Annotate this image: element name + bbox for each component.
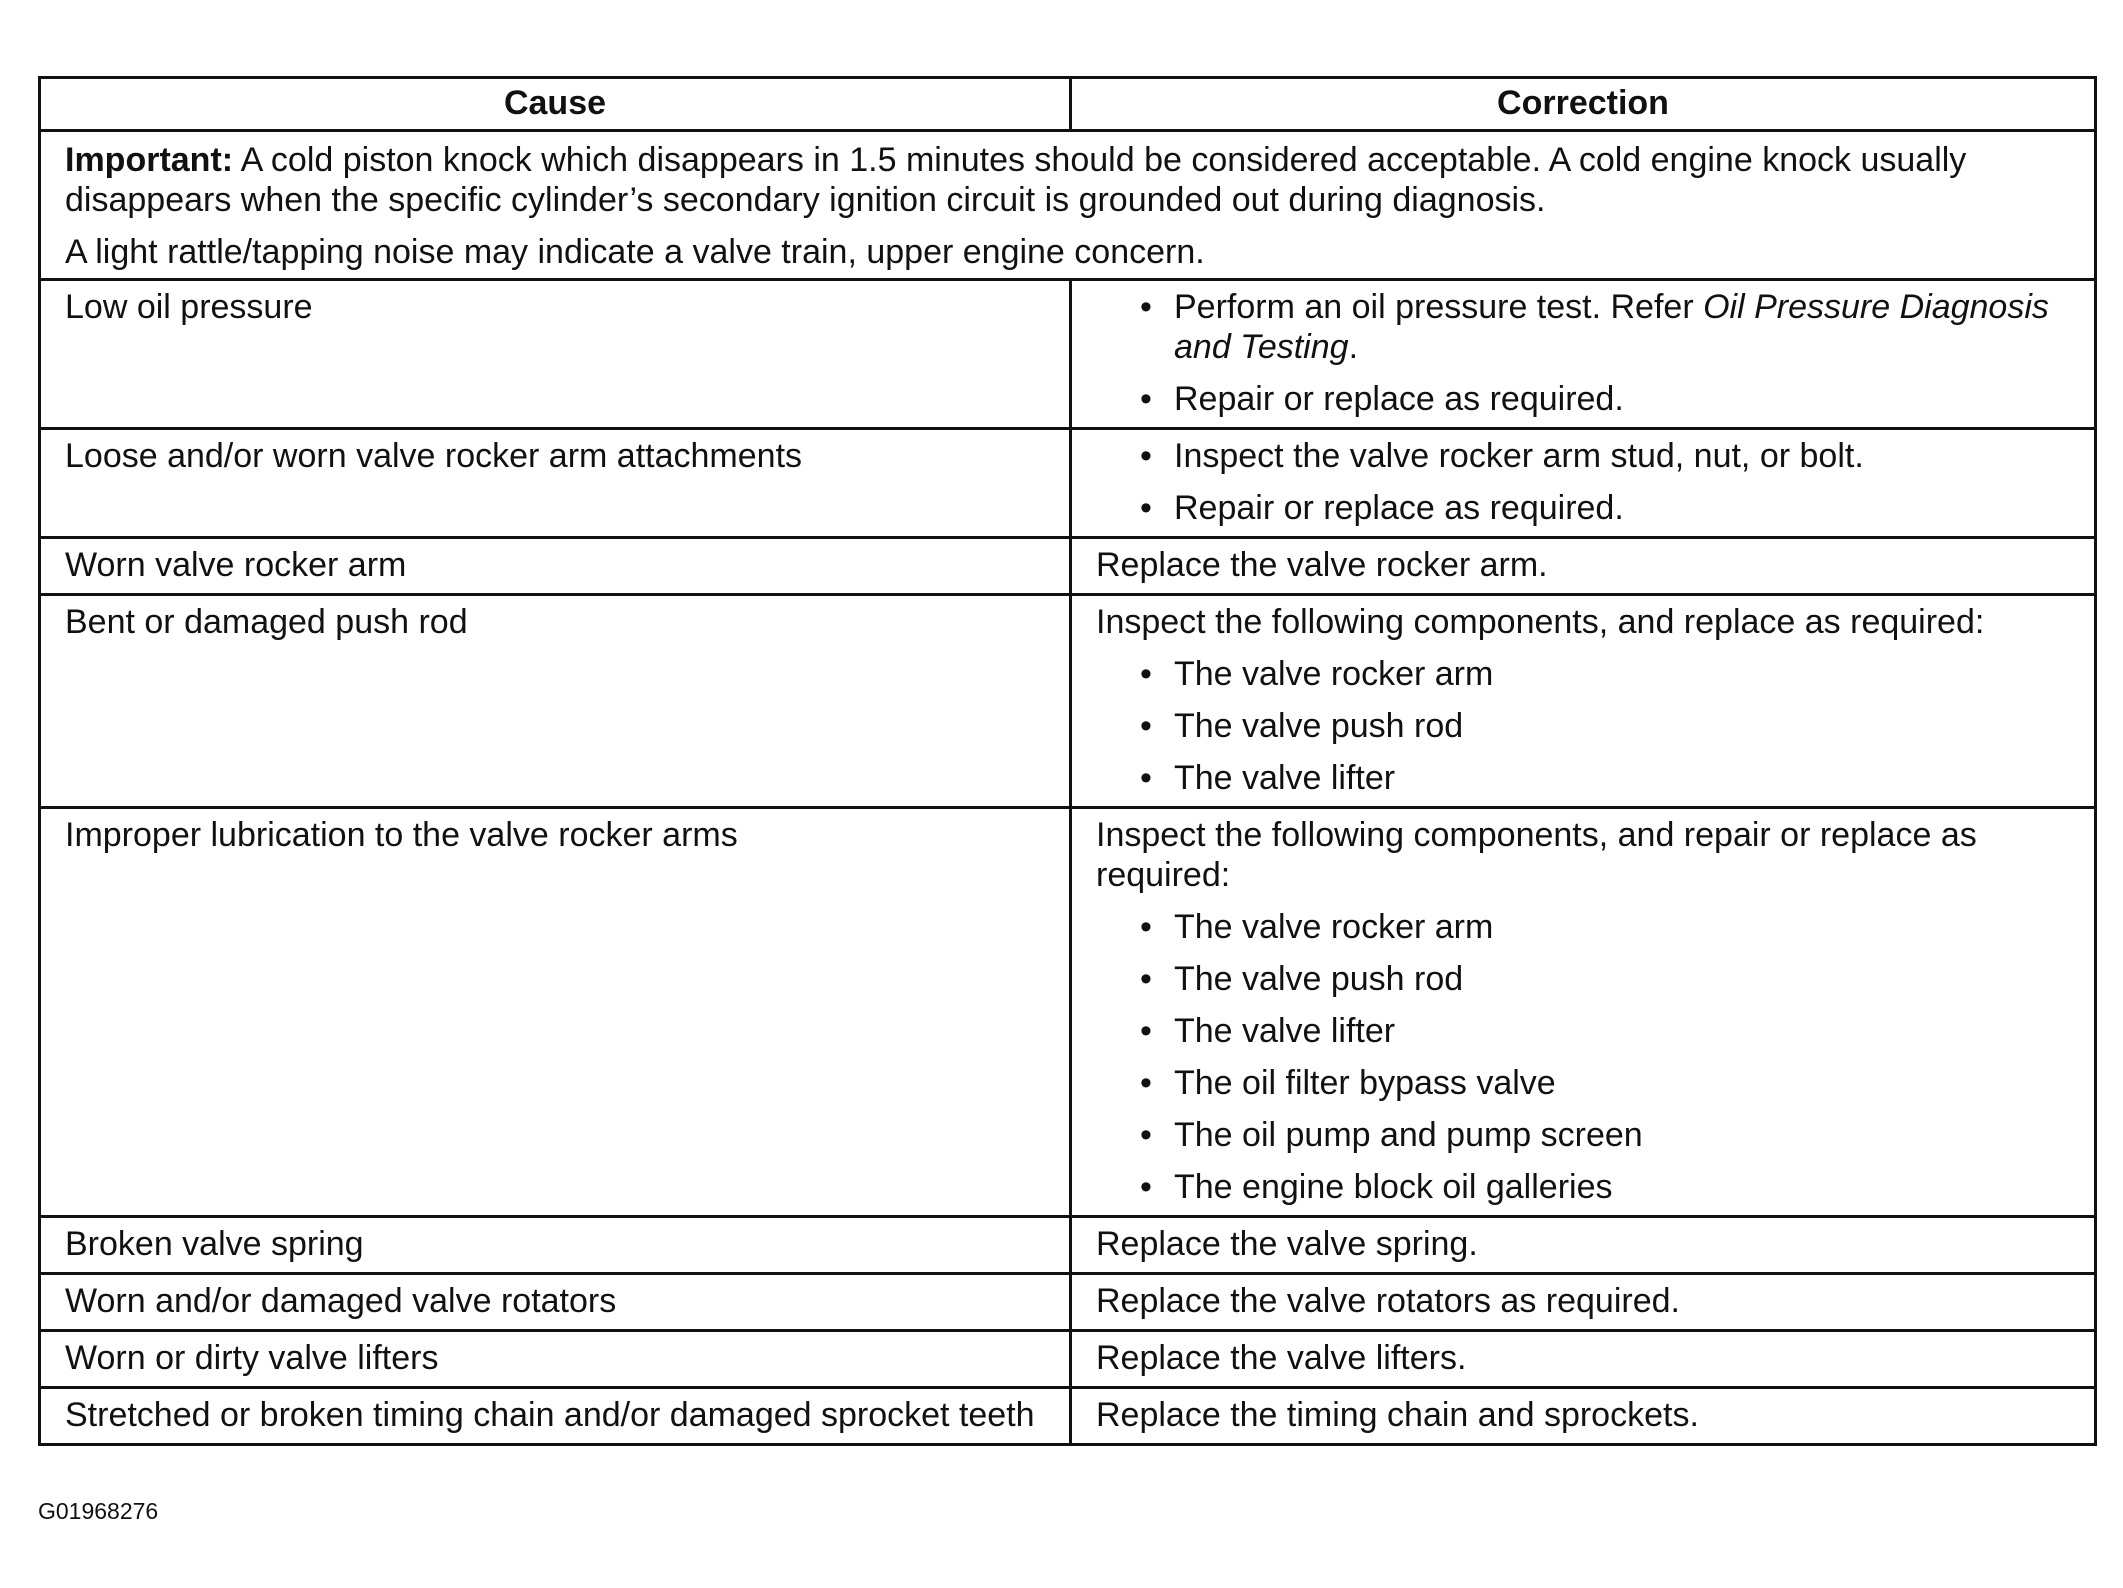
- list-item: • The oil pump and pump screen: [1140, 1115, 2074, 1155]
- table-row: [40, 429, 2096, 538]
- correction-list: [1096, 287, 2074, 419]
- cause-cell: Worn valve rocker arm: [40, 538, 1071, 595]
- correction-cell: [1071, 429, 2096, 538]
- list-item: • The valve push rod: [1140, 959, 2074, 999]
- correction-intro: Inspect the following components, and replace as required:: [1096, 603, 1985, 641]
- correction-cell: [1071, 595, 2096, 808]
- correction-cell: Replace the valve spring.: [1071, 1217, 2096, 1274]
- correction-list: [1096, 654, 2074, 798]
- cause-cell: Worn or dirty valve lifters: [40, 1331, 1071, 1388]
- table-row: [40, 1388, 2096, 1445]
- note-text: A cold piston knock which disappears in 1.5 minutes should be considered acceptable. A cold engine knock usually disappears when the specific cylinder’s secondary ignition circuit is grounded out during diagnosis.: [65, 141, 1967, 219]
- note-paragraph: [65, 140, 2070, 220]
- list-item: • The valve push rod: [1140, 706, 2074, 746]
- list-item: • The valve lifter: [1140, 758, 2074, 798]
- correction-cell: [1071, 808, 2096, 1217]
- table-row: [40, 595, 2096, 808]
- list-item: • The valve lifter: [1140, 1011, 2074, 1051]
- note-label: Important:: [65, 141, 234, 179]
- list-item-text: Perform an oil pressure test. Refer: [1174, 288, 1704, 326]
- correction-cell: Replace the valve rocker arm.: [1071, 538, 2096, 595]
- list-item-end: .: [1348, 328, 1359, 366]
- correction-column-header: Correction: [1071, 78, 2096, 131]
- cause-cell: Loose and/or worn valve rocker arm attachments: [40, 429, 1071, 538]
- list-item: • Repair or replace as required.: [1140, 488, 2074, 528]
- header-row: [40, 78, 2096, 131]
- table-row: [40, 1217, 2096, 1274]
- list-item: • The valve rocker arm: [1140, 907, 2074, 947]
- cause-cell: Improper lubrication to the valve rocker arms: [40, 808, 1071, 1217]
- cause-cell: Stretched or broken timing chain and/or damaged sprocket teeth: [40, 1388, 1071, 1445]
- cause-cell: Worn and/or damaged valve rotators: [40, 1274, 1071, 1331]
- cause-cell: Broken valve spring: [40, 1217, 1071, 1274]
- list-item: • Repair or replace as required.: [1140, 379, 2074, 419]
- list-item: [1140, 287, 2074, 367]
- figure-id: G01968276: [38, 1498, 159, 1524]
- table-row: [40, 538, 2096, 595]
- list-item: • The valve rocker arm: [1140, 654, 2074, 694]
- cause-cell: Low oil pressure: [40, 280, 1071, 429]
- list-item: • Inspect the valve rocker arm stud, nut, or bolt.: [1140, 436, 2074, 476]
- correction-cell: Replace the valve lifters.: [1071, 1331, 2096, 1388]
- correction-intro: Inspect the following components, and repair or replace as required:: [1096, 816, 1977, 894]
- table-row: [40, 280, 2096, 429]
- table-row: [40, 1331, 2096, 1388]
- note-row: [40, 131, 2096, 280]
- cause-cell: Bent or damaged push rod: [40, 595, 1071, 808]
- correction-list: [1096, 436, 2074, 528]
- correction-cell: [1071, 280, 2096, 429]
- table-row: [40, 1274, 2096, 1331]
- correction-cell: Replace the valve rotators as required.: [1071, 1274, 2096, 1331]
- reference-link[interactable]: Oil Pressure Diagnosis and Testing: [1174, 288, 2049, 366]
- note-extra: A light rattle/tapping noise may indicate a valve train, upper engine concern.: [65, 233, 1205, 271]
- list-item: • The engine block oil galleries: [1140, 1167, 2074, 1207]
- correction-list: [1096, 907, 2074, 1207]
- diagnosis-table: [38, 76, 2097, 1446]
- table-row: [40, 808, 2096, 1217]
- list-item: • The oil filter bypass valve: [1140, 1063, 2074, 1103]
- correction-cell: Replace the timing chain and sprockets.: [1071, 1388, 2096, 1445]
- important-note: [40, 131, 2096, 280]
- cause-column-header: Cause: [40, 78, 1071, 131]
